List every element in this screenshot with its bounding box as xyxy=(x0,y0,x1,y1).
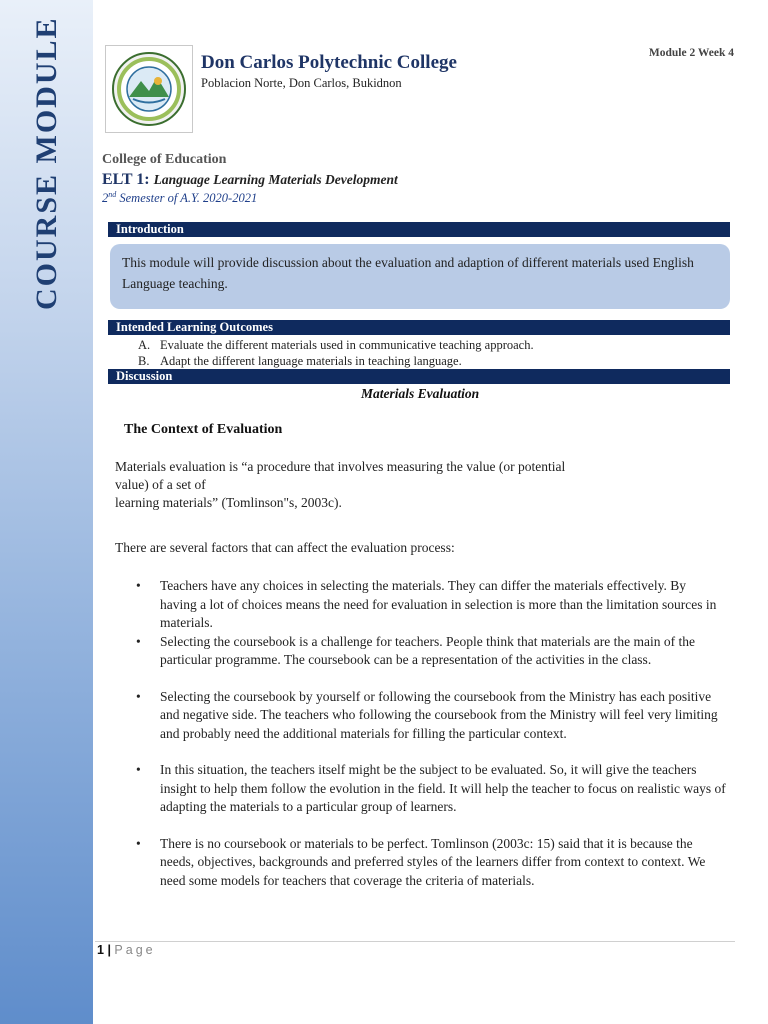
factor-item xyxy=(136,688,726,744)
context-subheading: The Context of Evaluation xyxy=(124,422,283,437)
factors-intro: There are several factors that can affect the evaluation process: xyxy=(115,540,455,555)
outcomes-header-bar: Intended Learning Outcomes xyxy=(108,320,730,335)
factor-text: There is no coursebook or materials to be perfect. Tomlinson (2003c: 15) said that it is because the needs, objectives, backgrounds and preferred styles of the learners differ from context to context. We need some models for teachers that coverage the criteria of materials. xyxy=(160,835,706,888)
page-label: Page xyxy=(114,943,156,957)
factors-list xyxy=(136,577,726,890)
introduction-box xyxy=(110,244,730,309)
course-code: ELT 1: xyxy=(102,171,150,188)
semester-line xyxy=(102,190,257,206)
page-footer xyxy=(97,943,156,957)
definition-line: Materials evaluation is “a procedure that involves measuring the value (or potential xyxy=(115,459,566,474)
factor-item xyxy=(136,835,726,891)
introduction-text: This module will provide discussion about the evaluation and adaption of different materials used English Language teaching. xyxy=(122,255,694,291)
college-name: Don Carlos Polytechnic College xyxy=(201,52,457,73)
outcome-item xyxy=(138,337,534,353)
bullet-dot: • xyxy=(136,835,141,851)
bullet-dot: • xyxy=(136,762,141,777)
list-spacer xyxy=(136,670,726,688)
factor-text: Teachers have any choices in selecting the materials. They can differ the materials effectively. By having a lot of choices means the need for evaluation in selection is more than the limitation sources in materials. xyxy=(160,578,717,630)
page-number: 1 xyxy=(97,943,104,957)
semester-ordinal: 2 xyxy=(102,191,109,206)
definition-line: learning materials” (Tomlinson"s, 2003c). xyxy=(115,495,342,510)
module-week-label: Module 2 Week 4 xyxy=(648,47,734,59)
bullet-dot: • xyxy=(136,633,141,649)
discussion-header-bar: Discussion xyxy=(108,369,730,384)
outcome-text: Evaluate the different materials used in communicative teaching approach. xyxy=(160,338,534,352)
college-logo xyxy=(105,45,193,133)
outcomes-list xyxy=(138,337,534,369)
side-title: COURSE MODULE xyxy=(30,16,63,310)
outcome-marker: A. xyxy=(138,338,151,352)
outcome-text: Adapt the different language materials in teaching language. xyxy=(160,354,462,368)
course-heading xyxy=(102,171,398,189)
factor-text: In this situation, the teachers itself might be the subject to be evaluated. So, it will give the teachers insight to help them follow the evolution in the field. It will help the teacher to focus on realistic ways of adapting the materials to a particular group of learners. xyxy=(160,762,726,814)
introduction-header-bar: Introduction xyxy=(108,222,730,237)
college-address: Poblacion Norte, Don Carlos, Bukidnon xyxy=(201,76,402,90)
semester-rest: Semester of A.Y. 2020-2021 xyxy=(116,191,258,206)
factor-item xyxy=(136,633,726,670)
outcome-item xyxy=(138,353,534,369)
page-separator: | xyxy=(107,943,111,957)
list-spacer xyxy=(136,743,726,761)
definition-paragraph xyxy=(115,458,635,512)
course-title: Language Learning Materials Development xyxy=(153,172,398,187)
outcome-marker: B. xyxy=(138,354,150,368)
department-name: College of Education xyxy=(102,152,227,167)
list-spacer xyxy=(136,817,726,835)
bullet-dot: • xyxy=(136,688,141,704)
college-seal-icon xyxy=(111,51,187,127)
factor-text: Selecting the coursebook is a challenge for teachers. People think that materials are the main of the particular programme. The coursebook can be a representation of the activities in the class. xyxy=(160,633,695,667)
factor-item xyxy=(136,761,726,817)
footer-rule xyxy=(95,941,735,942)
section-title: Materials Evaluation xyxy=(361,386,480,401)
factor-item xyxy=(136,577,726,633)
factor-text: Selecting the coursebook by yourself or following the coursebook from the Ministry has each positive and negative side. The teachers who following the coursebook from the Ministry will feel very limiting and probably need the additional materials for filling the particular context. xyxy=(160,688,718,741)
bullet-dot: • xyxy=(136,578,141,593)
semester-suffix: nd xyxy=(108,190,117,199)
definition-line: value) of a set of xyxy=(115,477,206,492)
